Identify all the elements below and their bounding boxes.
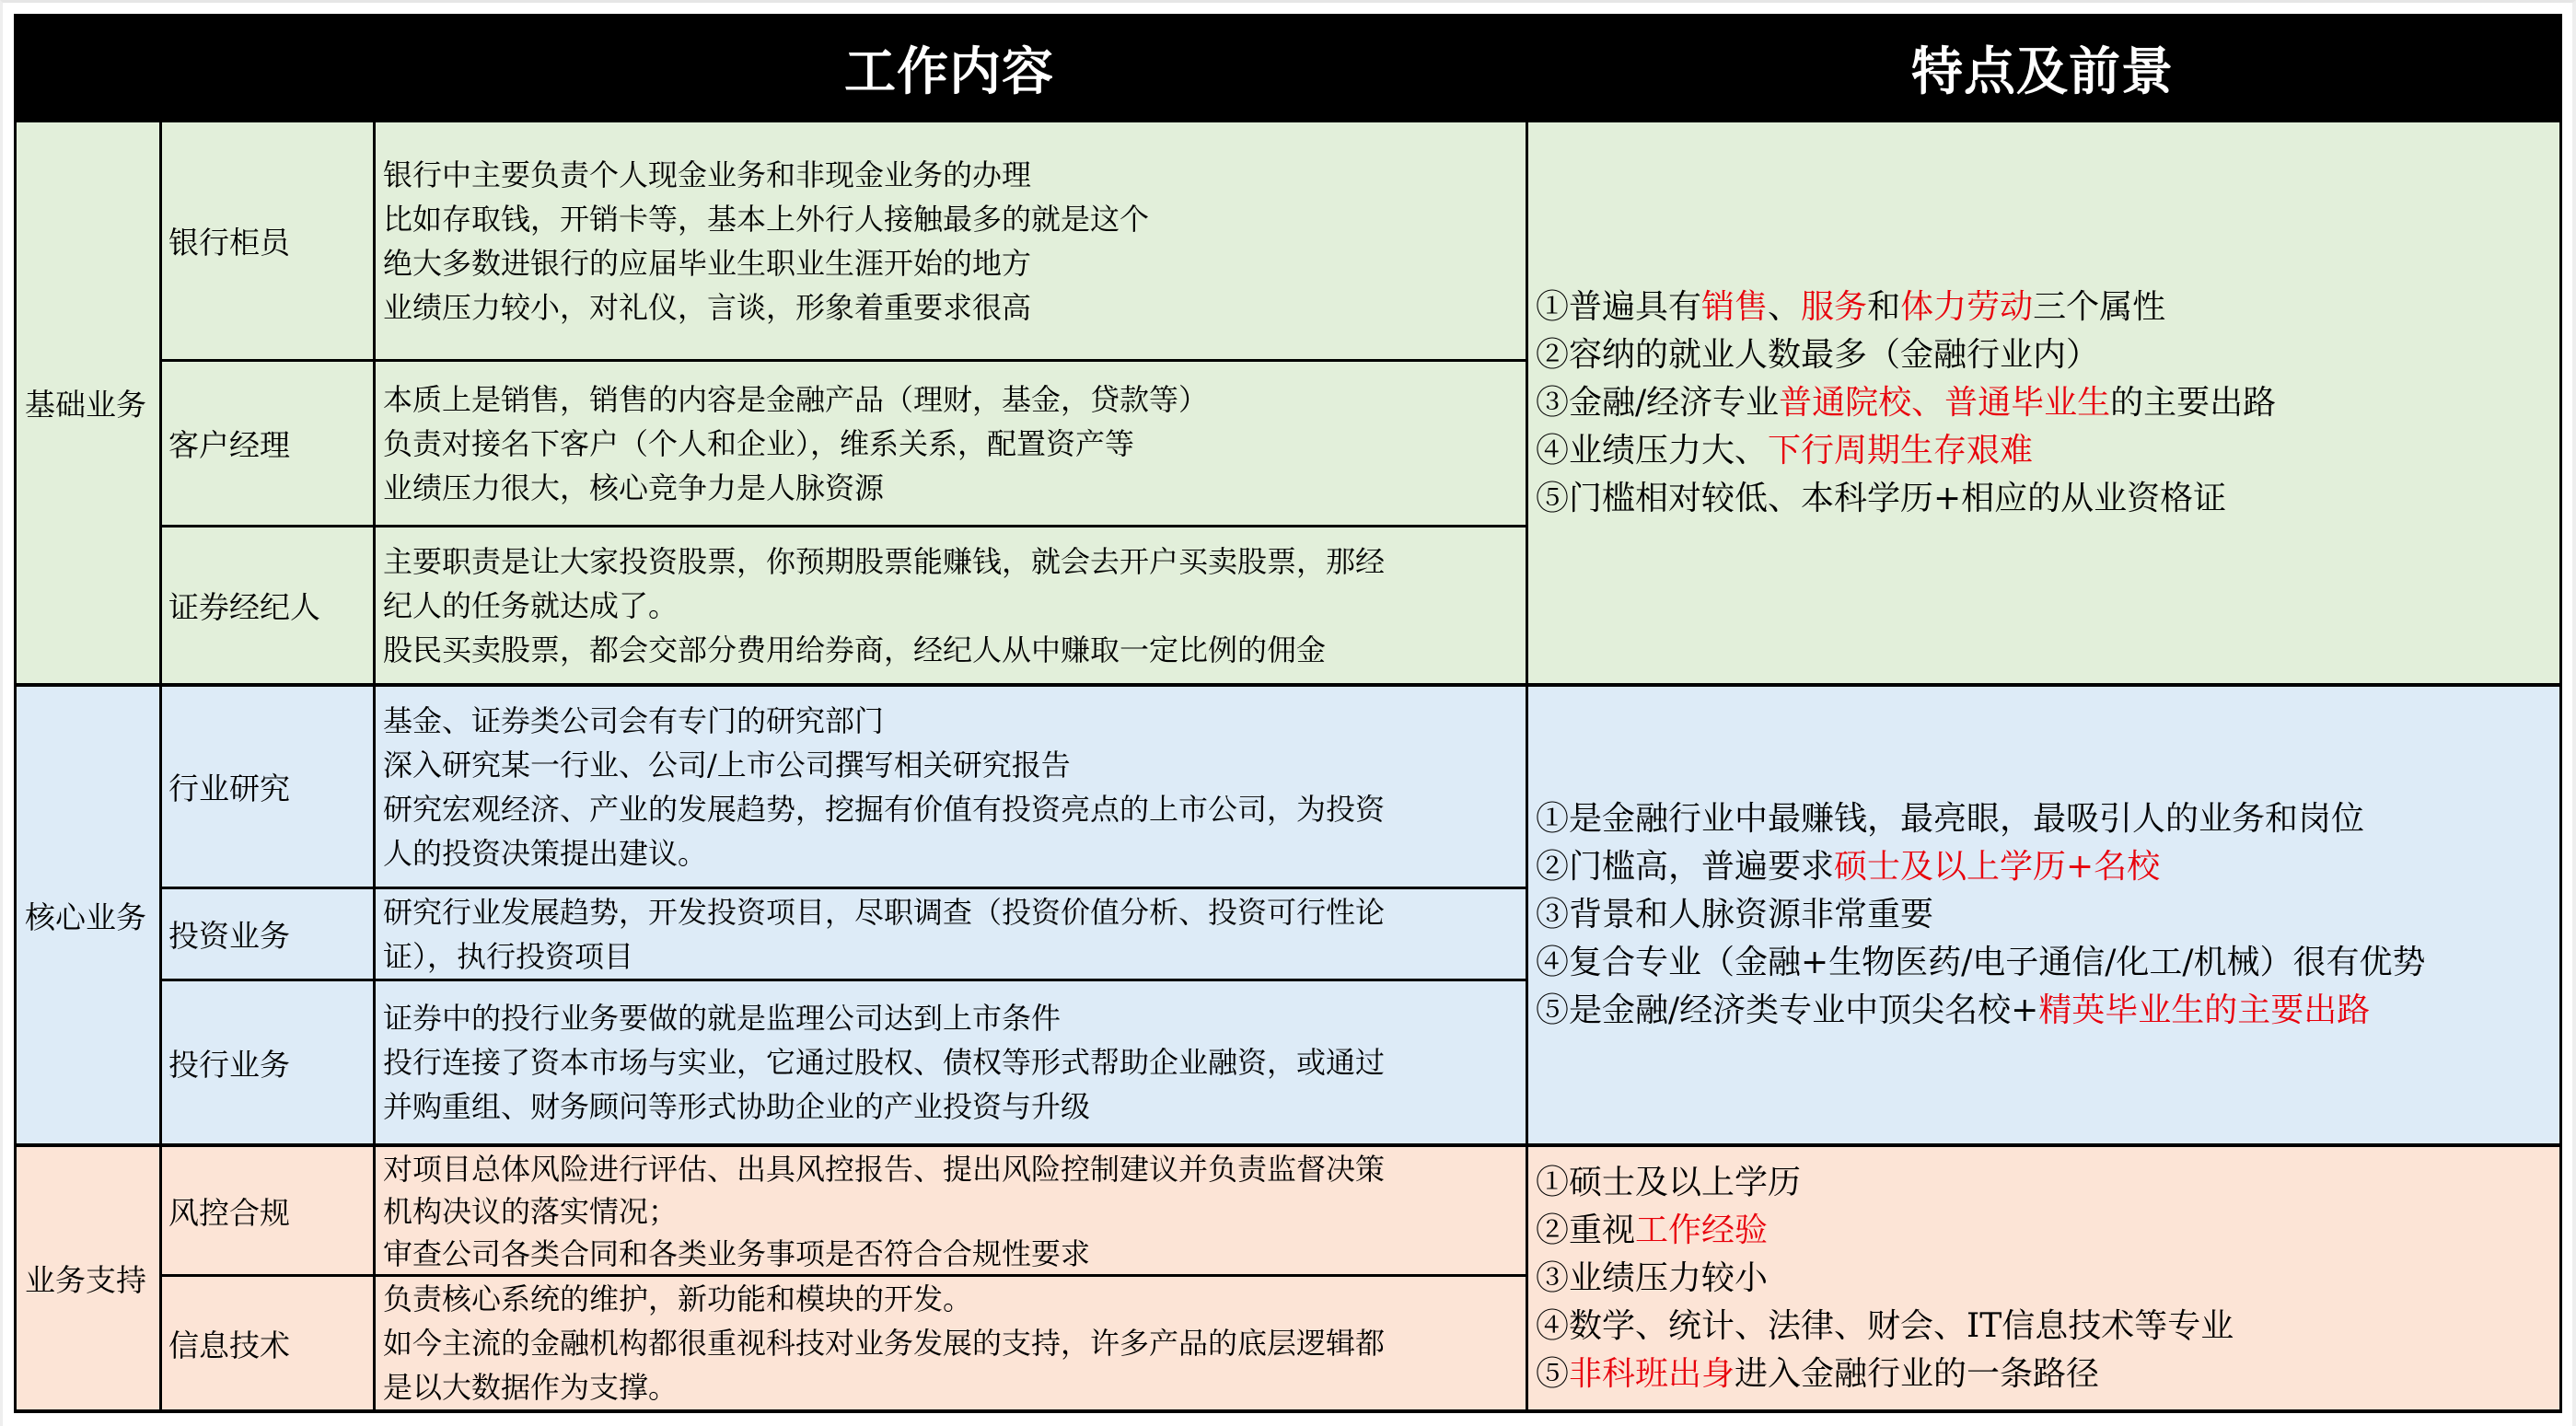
highlight-text: 精英毕业生的主要出路 bbox=[2038, 991, 2371, 1029]
job-title: 证券经纪人 bbox=[162, 528, 376, 683]
section-basic-business bbox=[14, 122, 2562, 687]
job-description bbox=[376, 528, 1526, 683]
job-title: 投行业务 bbox=[162, 981, 376, 1143]
desc-line: 如今主流的金融机构都很重视科技对业务发展的支持，许多产品的底层逻辑都 bbox=[383, 1326, 1386, 1361]
section-business-support bbox=[14, 1147, 2562, 1413]
job-description bbox=[376, 889, 1526, 979]
desc-line: 比如存取钱，开销卡等，基本上外行人接触最多的就是这个 bbox=[383, 201, 1150, 237]
desc-line: 股民买卖股票，都会交部分费用给券商，经纪人从中赚取一定比例的佣金 bbox=[383, 632, 1327, 667]
table-row bbox=[162, 687, 1526, 889]
job-title: 客户经理 bbox=[162, 362, 376, 525]
job-title: 投资业务 bbox=[162, 889, 376, 979]
desc-line: 投行连接了资本市场与实业，它通过股权、债权等形式帮助企业融资，或通过 bbox=[383, 1045, 1386, 1080]
table-row bbox=[162, 1277, 1526, 1409]
feature-line bbox=[1536, 1207, 2559, 1255]
features-list bbox=[1526, 122, 2559, 683]
feature-text: ①硕士及以上学历 bbox=[1536, 1163, 1802, 1201]
highlight-text: 服务 bbox=[1801, 287, 1868, 326]
desc-line: 研究行业发展趋势，开发投资项目，尽职调查（投资价值分析、投资可行性论 bbox=[383, 894, 1386, 930]
feature-line bbox=[1536, 475, 2559, 523]
job-description bbox=[376, 122, 1526, 359]
desc-line: 证），执行投资项目 bbox=[383, 938, 634, 974]
feature-text: 和 bbox=[1867, 287, 1901, 326]
highlight-text: 工作经验 bbox=[1635, 1211, 1769, 1249]
feature-line bbox=[1536, 795, 2559, 843]
feature-text: ②容纳的就业人数最多（金融行业内） bbox=[1536, 335, 2100, 374]
desc-line: 负责对接名下客户（个人和企业），维系关系，配置资产等 bbox=[383, 425, 1135, 461]
category-label: 核心业务 bbox=[17, 687, 162, 1143]
feature-line bbox=[1536, 1159, 2559, 1207]
job-description bbox=[376, 1147, 1526, 1274]
desc-line: 业绩压力很大，核心竞争力是人脉资源 bbox=[383, 470, 885, 505]
features-list bbox=[1526, 687, 2559, 1143]
desc-line: 审查公司各类合同和各类业务事项是否符合合规性要求 bbox=[383, 1236, 1091, 1271]
header-features-outlook: 特点及前景 bbox=[1911, 41, 2174, 102]
feature-text: 的主要出路 bbox=[2110, 383, 2277, 422]
desc-line: 证券中的投行业务要做的就是监理公司达到上市条件 bbox=[383, 1001, 1062, 1036]
feature-text: ③金融/经济专业 bbox=[1536, 383, 1780, 422]
desc-line: 人的投资决策提出建议。 bbox=[383, 835, 708, 871]
finance-careers-table bbox=[14, 14, 2562, 1413]
table-row bbox=[162, 528, 1526, 683]
highlight-text: 普通院校、普通毕业生 bbox=[1779, 383, 2111, 422]
feature-text: ④复合专业（金融+生物医药/电子通信/化工/机械）很有优势 bbox=[1536, 944, 2426, 981]
feature-text: ⑤门槛相对较低、本科学历+相应的从业资格证 bbox=[1536, 479, 2227, 517]
job-title: 风控合规 bbox=[162, 1147, 376, 1274]
desc-line: 银行中主要负责个人现金业务和非现金业务的办理 bbox=[383, 157, 1032, 192]
feature-line bbox=[1536, 284, 2559, 331]
job-description bbox=[376, 687, 1526, 887]
feature-text: 三个属性 bbox=[2033, 287, 2166, 326]
desc-line: 主要职责是让大家投资股票，你预期股票能赚钱，就会去开户买卖股票，那经 bbox=[383, 543, 1386, 579]
feature-line bbox=[1536, 1255, 2559, 1303]
highlight-text: 下行周期生存艰难 bbox=[1768, 431, 2034, 470]
desc-line: 业绩压力较小，对礼仪，言谈，形象着重要求很高 bbox=[383, 289, 1032, 325]
job-title: 银行柜员 bbox=[162, 122, 376, 359]
feature-text: 、 bbox=[1768, 287, 1802, 326]
table-row bbox=[162, 122, 1526, 362]
feature-line bbox=[1536, 379, 2559, 427]
category-label: 业务支持 bbox=[17, 1147, 162, 1409]
desc-line: 纪人的任务就达成了。 bbox=[383, 587, 679, 623]
feature-line bbox=[1536, 987, 2559, 1035]
desc-line: 绝大多数进银行的应届毕业生职业生涯开始的地方 bbox=[383, 245, 1032, 281]
feature-text: ④业绩压力大、 bbox=[1536, 431, 1769, 470]
desc-line: 机构决议的落实情况； bbox=[383, 1194, 679, 1229]
feature-text: ⑤ bbox=[1536, 1354, 1570, 1393]
desc-line: 本质上是销售，销售的内容是金融产品（理财，基金，贷款等） bbox=[383, 381, 1209, 417]
feature-text: ①普遍具有 bbox=[1536, 287, 1702, 326]
job-title: 行业研究 bbox=[162, 687, 376, 887]
table-row bbox=[162, 889, 1526, 981]
job-title: 信息技术 bbox=[162, 1277, 376, 1409]
highlight-text: 体力劳动 bbox=[1900, 287, 2034, 326]
table-row bbox=[162, 981, 1526, 1143]
feature-text: ①是金融行业中最赚钱，最亮眼，最吸引人的业务和岗位 bbox=[1536, 800, 2365, 838]
section-core-business bbox=[14, 687, 2562, 1147]
desc-line: 基金、证券类公司会有专门的研究部门 bbox=[383, 702, 885, 738]
desc-line: 对项目总体风险进行评估、出具风控报告、提出风险控制建议并负责监督决策 bbox=[383, 1152, 1386, 1187]
feature-text: 进入金融行业的一条路径 bbox=[1735, 1354, 2100, 1393]
desc-line: 负责核心系统的维护，新功能和模块的开发。 bbox=[383, 1281, 973, 1316]
feature-line bbox=[1536, 331, 2559, 379]
table-row bbox=[162, 362, 1526, 528]
feature-text: ④数学、统计、法律、财会、IT信息技术等专业 bbox=[1536, 1306, 2234, 1345]
feature-line bbox=[1536, 1351, 2559, 1398]
desc-line: 深入研究某一行业、公司/上市公司撰写相关研究报告 bbox=[383, 747, 1071, 783]
desc-line: 并购重组、财务顾问等形式协助企业的产业投资与升级 bbox=[383, 1089, 1091, 1124]
table-row bbox=[162, 1147, 1526, 1277]
job-description bbox=[376, 981, 1526, 1143]
feature-text: ③业绩压力较小 bbox=[1536, 1258, 1769, 1297]
feature-line bbox=[1536, 1303, 2559, 1351]
job-description bbox=[376, 1277, 1526, 1409]
desc-line: 是以大数据作为支撑。 bbox=[383, 1370, 679, 1405]
highlight-text: 硕士及以上学历+名校 bbox=[1834, 848, 2161, 886]
highlight-text: 非科班出身 bbox=[1569, 1354, 1735, 1393]
feature-text: ③背景和人脉资源非常重要 bbox=[1536, 896, 1934, 933]
feature-text: ②重视 bbox=[1536, 1211, 1636, 1249]
feature-text: ②门槛高，普遍要求 bbox=[1536, 848, 1835, 886]
feature-line bbox=[1536, 427, 2559, 475]
category-label: 基础业务 bbox=[17, 122, 162, 683]
feature-line bbox=[1536, 939, 2559, 987]
feature-line bbox=[1536, 843, 2559, 891]
feature-line bbox=[1536, 891, 2559, 939]
desc-line: 研究宏观经济、产业的发展趋势，挖掘有价值有投资亮点的上市公司，为投资 bbox=[383, 791, 1386, 827]
job-description bbox=[376, 362, 1526, 525]
table-header bbox=[14, 14, 2562, 122]
features-list bbox=[1526, 1147, 2559, 1409]
feature-text: ⑤是金融/经济类专业中顶尖名校+ bbox=[1536, 991, 2039, 1029]
highlight-text: 销售 bbox=[1701, 287, 1769, 326]
header-work-content: 工作内容 bbox=[844, 41, 1054, 102]
